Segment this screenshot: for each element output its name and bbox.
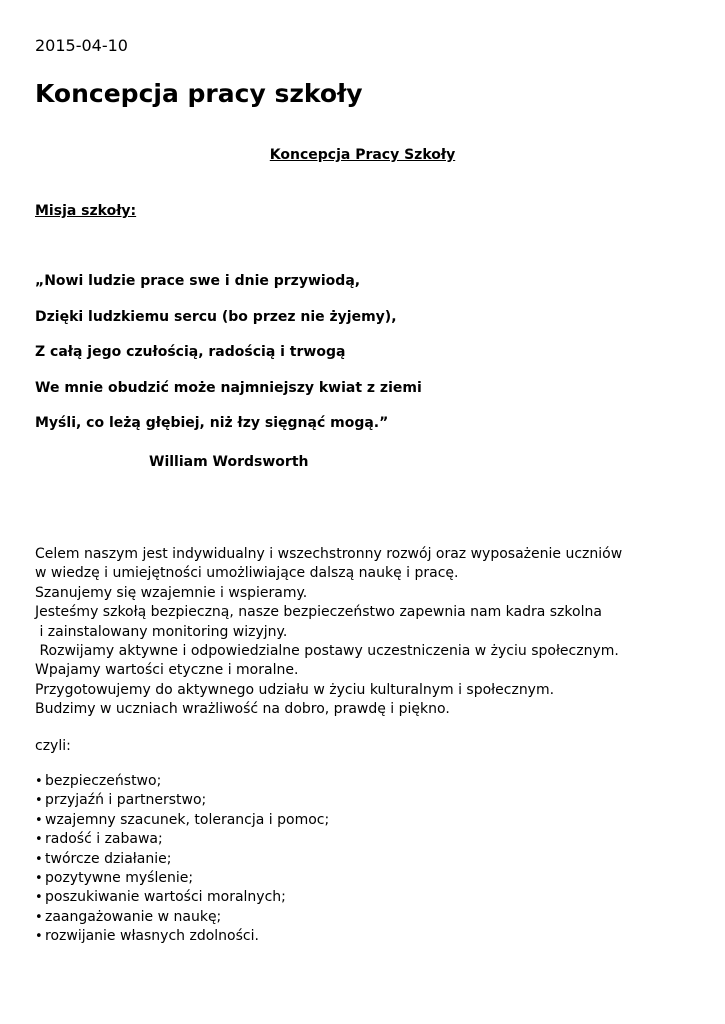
paragraph-line: Budzimy w uczniach wrażliwość na dobro, prawdę i piękno. bbox=[35, 701, 450, 718]
list-item bbox=[35, 830, 329, 849]
paragraph-line: w wiedzę i umiejętności umożliwiające dalszą naukę i pracę. bbox=[35, 565, 459, 582]
paragraph-line: Celem naszym jest indywidualny i wszechstronny rozwój oraz wyposażenie uczniów bbox=[35, 546, 623, 562]
bullet-icon: • bbox=[35, 793, 43, 809]
bullet-icon: • bbox=[35, 832, 43, 848]
bullet-icon: • bbox=[35, 909, 43, 925]
bullet-icon: • bbox=[35, 851, 43, 867]
list-item bbox=[35, 908, 329, 927]
list-item bbox=[35, 791, 329, 810]
list-item-text: rozwijanie własnych zdolności. bbox=[45, 928, 259, 945]
paragraph-line: Jesteśmy szkołą bezpieczną, nasze bezpieczeństwo zapewnia nam kadra szkolna bbox=[35, 604, 602, 621]
paragraph-line: Rozwijamy aktywne i odpowiedzialne postawy uczestniczenia w życiu społecznym. bbox=[35, 643, 619, 660]
bullet-icon: • bbox=[35, 812, 43, 828]
bullet-icon: • bbox=[35, 929, 43, 945]
list-item bbox=[35, 811, 329, 830]
document-title: Koncepcja pracy szkoły bbox=[35, 79, 363, 108]
poem-author: William Wordsworth bbox=[149, 454, 309, 470]
paragraph-line: i zainstalowany monitoring wizyjny. bbox=[35, 623, 288, 640]
list-item bbox=[35, 888, 329, 907]
bullet-icon: • bbox=[35, 890, 43, 906]
document-date: 2015-04-10 bbox=[35, 36, 128, 55]
list-item-text: bezpieczeństwo; bbox=[45, 773, 162, 789]
paragraph-line: Wpajamy wartości etyczne i moralne. bbox=[35, 662, 299, 679]
list-item-text: radość i zabawa; bbox=[45, 831, 163, 848]
list-item-text: przyjaźń i partnerstwo; bbox=[45, 792, 207, 809]
czyli-label: czyli: bbox=[35, 738, 71, 754]
poem-quote bbox=[35, 272, 695, 450]
bullet-icon: • bbox=[35, 774, 43, 789]
poem-line: We mnie obudzić może najmniejszy kwiat z ziemi bbox=[35, 379, 422, 396]
poem-line: Z całą jego czułością, radością i trwogą bbox=[35, 344, 346, 360]
mission-label: Misja szkoły: bbox=[35, 203, 137, 219]
list-item-text: twórcze działanie; bbox=[45, 850, 172, 867]
list-item-text: zaangażowanie w naukę; bbox=[45, 908, 222, 925]
bullet-icon: • bbox=[35, 871, 43, 887]
list-item bbox=[35, 869, 329, 888]
list-item bbox=[35, 850, 329, 869]
poem-line: Dzięki ludzkiemu sercu (bo przez nie żyjemy), bbox=[35, 308, 397, 325]
section-heading: Koncepcja Pracy Szkoły bbox=[269, 147, 456, 163]
mission-paragraph bbox=[35, 545, 705, 720]
paragraph-line: Szanujemy się wzajemnie i wspieramy. bbox=[35, 584, 308, 601]
list-item bbox=[35, 772, 329, 791]
list-item bbox=[35, 927, 329, 946]
values-list bbox=[35, 772, 329, 947]
paragraph-line: Przygotowujemy do aktywnego udziału w życiu kulturalnym i społecznym. bbox=[35, 681, 555, 698]
list-item-text: poszukiwanie wartości moralnych; bbox=[45, 889, 286, 906]
list-item-text: wzajemny szacunek, tolerancja i pomoc; bbox=[45, 811, 330, 828]
list-item-text: pozytywne myślenie; bbox=[45, 870, 194, 887]
poem-line: Myśli, co leżą głębiej, niż łzy sięgnąć mogą.” bbox=[35, 415, 389, 431]
poem-line: „Nowi ludzie prace swe i dnie przywiodą, bbox=[35, 273, 361, 289]
